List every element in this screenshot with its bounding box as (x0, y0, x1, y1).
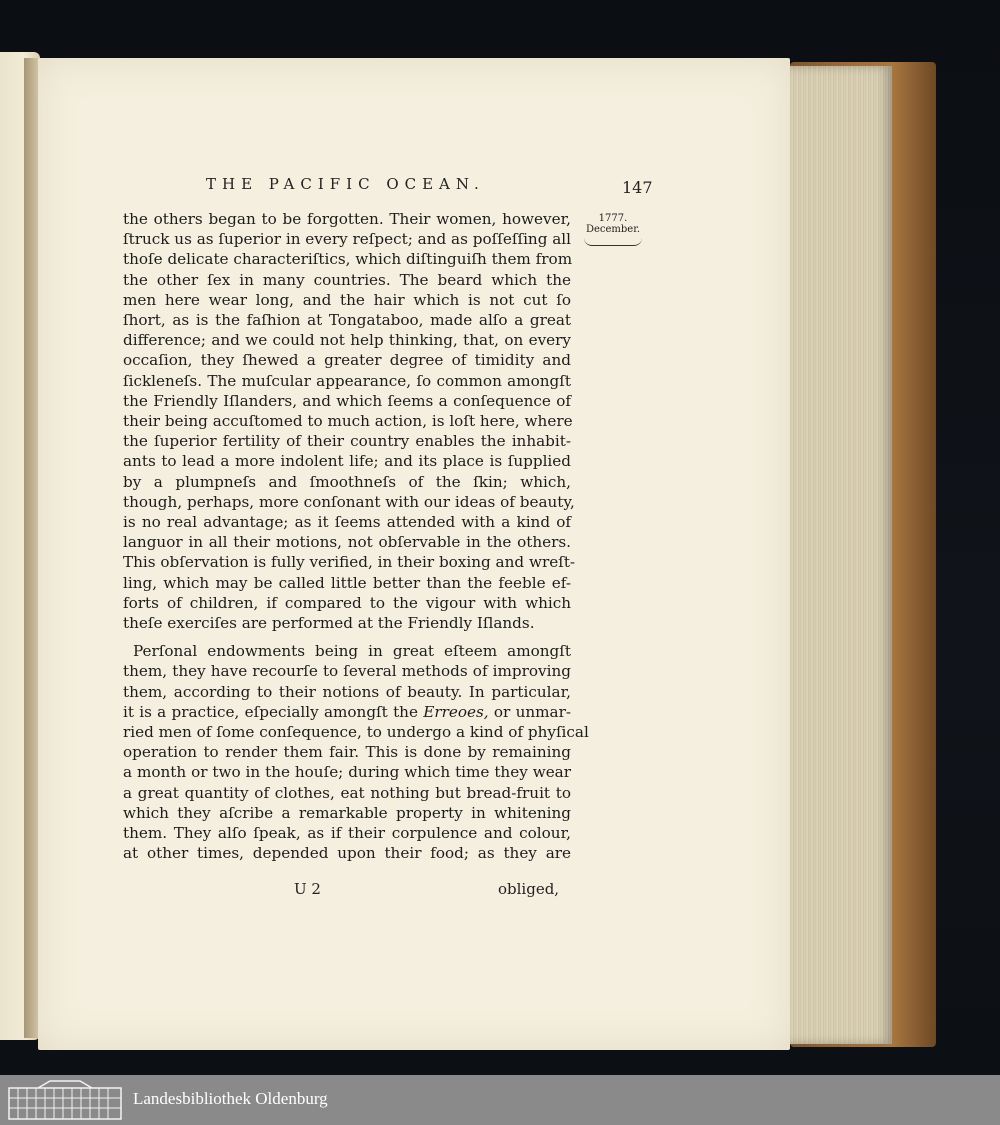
library-name: Landesbibliothek Oldenburg (133, 1089, 328, 1108)
text-line: men here wear long, and the hair which is not cut ſo (123, 290, 571, 309)
text-line: them, they have recourſe to ſeveral methods of improving (123, 662, 571, 681)
signature-mark: U 2 (294, 880, 321, 898)
margin-note-date (584, 213, 642, 246)
brace-mark (584, 237, 642, 246)
text-line: a great quantity of clothes, eat nothing but bread-fruit to (123, 783, 571, 802)
text-line: This obſervation is fully verified, in their boxing and wreſt- (123, 553, 576, 572)
margin-note-year: 1777. (598, 213, 628, 224)
text-line: Perſonal endowments being in great eſteem amongſt (133, 642, 571, 661)
text-line: languor in all their motions, not obſervable in the others. (123, 533, 571, 552)
text-line: the Friendly Iſlanders, and which ſeems a conſequence of (123, 391, 571, 410)
text-line: them. They alſo ſpeak, as if their corpulence and colour, (123, 824, 571, 843)
text-line: ried men of ſome conſequence, to undergo a kind of phyſical (123, 723, 589, 742)
text-line: by a plumpneſs and ſmoothneſs of the ſkin; which, (123, 472, 571, 491)
text-line: forts of children, if compared to the vigour with which (123, 593, 571, 612)
text-line: them, according to their notions of beauty. In particular, (123, 682, 571, 701)
text-line: the other ſex in many countries. The beard which the (123, 270, 571, 289)
page-number: 147 (622, 178, 653, 197)
text-line: though, perhaps, more conſonant with our ideas of beauty, (123, 492, 575, 511)
text-line: thoſe delicate characteriſtics, which diſtinguiſh them from (123, 250, 573, 269)
text-line: occaſion, they ſhewed a greater degree of timidity and (123, 351, 571, 370)
text-line: which they aſcribe a remarkable property in whitening (123, 803, 571, 822)
text-line: ſickleneſs. The muſcular appearance, ſo common amongſt (123, 371, 571, 390)
paragraph-gap (123, 633, 571, 641)
text-line: is no real advantage; as it ſeems attended with a kind of (123, 513, 571, 532)
catchword: obliged, (498, 880, 560, 898)
text-line-with-italic (123, 702, 571, 722)
text-line: at other times, depended upon their food; as they are (123, 844, 571, 863)
text-line: operation to render them fair. This is done by remaining (123, 743, 571, 762)
library-building-icon (8, 1080, 122, 1120)
text-line: ling, which may be called little better than the feeble ef- (123, 573, 571, 592)
text-line: ſhort, as is the faſhion at Tongataboo, made alſo a great (123, 311, 571, 330)
text-line: the ſuperior fertility of their country enables the inhabit- (123, 432, 571, 451)
text-line: ſtruck us as ſuperior in every reſpect; and as poſſeſſing all (123, 230, 572, 249)
text-line: the others began to be forgotten. Their women, however, (123, 210, 571, 228)
running-head: THE PACIFIC OCEAN. (206, 175, 485, 193)
italic-term: Erreoes, (423, 702, 489, 721)
text-line: a month or two in the houſe; during which time they wear (123, 763, 571, 782)
text-segment: or unmar- (493, 702, 572, 721)
text-segment: it is a practice, eſpecially amongſt the (123, 702, 418, 721)
text-line: difference; and we could not help thinking, that, on every (123, 331, 571, 350)
text-line: their being accuſtomed to much action, is loſt here, where (123, 412, 573, 431)
text-line: theſe exerciſes are performed at the Friendly Iſlands. (123, 614, 535, 633)
page-block-edge (784, 66, 892, 1044)
body-text (123, 209, 589, 864)
margin-note-month: December. (585, 224, 641, 235)
text-line: ants to lead a more indolent life; and its place is ſupplied (123, 452, 571, 471)
